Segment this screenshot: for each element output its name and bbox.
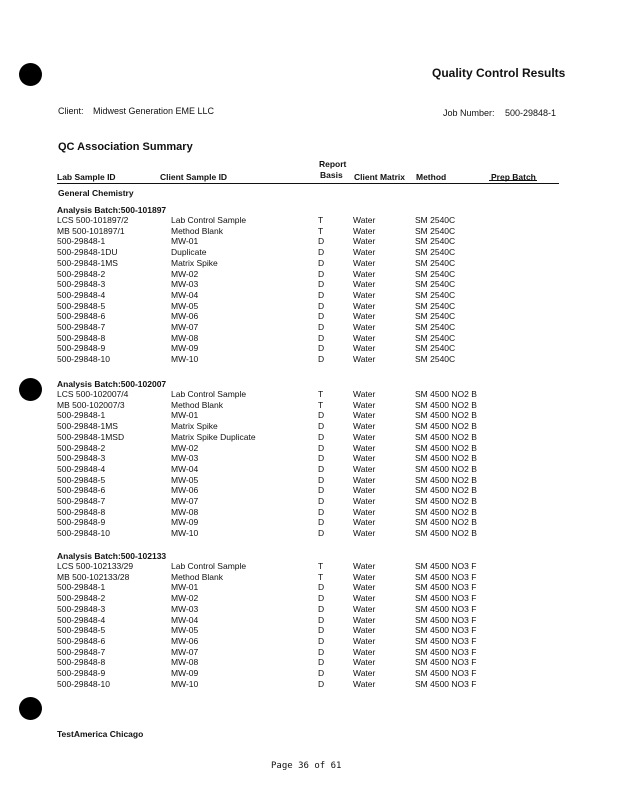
report-basis: T xyxy=(318,561,324,571)
lab-sample-id: 500-29848-7 xyxy=(57,322,106,332)
method: SM 4500 NO2 B xyxy=(415,431,477,442)
table-row xyxy=(0,679,618,690)
client-matrix: Water xyxy=(353,343,376,354)
client-matrix: Water xyxy=(353,431,376,442)
report-basis: D xyxy=(318,635,325,646)
lab-sample-id: LCS 500-102133/29 xyxy=(57,561,134,571)
client-sample-id: MW-01 xyxy=(171,582,199,593)
table-row xyxy=(0,226,618,237)
method: SM 4500 NO3 F xyxy=(415,646,477,657)
lab-sample-id: 500-29848-5 xyxy=(57,625,106,636)
method: SM 4500 NO3 F xyxy=(415,593,477,604)
client-sample-id: Matrix Spike xyxy=(171,257,218,268)
client-sample-id: MW-03 xyxy=(171,279,199,290)
analysis-batch-text: Analysis Batch:500-102133 xyxy=(57,551,167,561)
lab-sample-id: 500-29848-4 xyxy=(57,614,106,625)
col-header-report: Report xyxy=(319,159,347,169)
method: SM 2540C xyxy=(415,257,456,268)
client-sample-id: Method Blank xyxy=(171,399,223,410)
method: SM 2540C xyxy=(415,279,456,290)
lab-sample-id: 500-29848-9 xyxy=(57,517,106,528)
client-sample-id: Duplicate xyxy=(171,247,207,258)
method: SM 4500 NO2 B xyxy=(415,410,477,421)
table-row xyxy=(0,258,618,269)
method: SM 4500 NO3 F xyxy=(415,635,477,646)
report-basis: D xyxy=(318,646,325,657)
table-row xyxy=(0,593,618,604)
client-matrix: Water xyxy=(353,311,376,322)
method: SM 4500 NO3 F xyxy=(415,668,477,678)
client-sample-id: MW-04 xyxy=(171,289,199,300)
table-row xyxy=(0,290,618,301)
client-matrix: Water xyxy=(353,678,376,689)
lab-sample-id: 500-29848-3 xyxy=(57,603,106,614)
method: SM 4500 NO2 B xyxy=(415,442,477,453)
client-sample-id: MW-07 xyxy=(171,322,199,332)
report-basis: D xyxy=(318,603,325,614)
table-row xyxy=(0,517,618,528)
punch-hole-top xyxy=(19,63,42,86)
client-sample-id: Method Blank xyxy=(171,225,223,236)
client-sample-id: MW-06 xyxy=(171,635,199,646)
category-label: General Chemistry xyxy=(58,188,134,198)
client-matrix: Water xyxy=(353,614,376,625)
lab-sample-id: 500-29848-6 xyxy=(57,635,106,646)
table-row xyxy=(0,485,618,496)
method: SM 2540C xyxy=(415,225,456,236)
client-matrix: Water xyxy=(353,603,376,614)
lab-sample-id: 500-29848-5 xyxy=(57,300,106,311)
client-matrix: Water xyxy=(353,635,376,646)
report-basis: D xyxy=(318,463,325,474)
table-row xyxy=(0,453,618,464)
table-row xyxy=(0,475,618,486)
method: SM 4500 NO2 B xyxy=(415,463,477,474)
header-rule xyxy=(57,183,559,184)
method: SM 2540C xyxy=(415,311,456,322)
client-sample-id: MW-03 xyxy=(171,603,199,614)
lab-sample-id: LCS 500-101897/2 xyxy=(57,215,129,225)
client-matrix: Water xyxy=(353,322,376,332)
report-basis: D xyxy=(318,247,325,258)
client-matrix: Water xyxy=(353,300,376,311)
client-matrix: Water xyxy=(353,571,376,582)
method: SM 2540C xyxy=(415,343,456,354)
client-sample-id: MW-03 xyxy=(171,453,199,464)
report-basis: D xyxy=(318,268,325,279)
report-basis: D xyxy=(318,517,325,528)
lab-name: TestAmerica Chicago xyxy=(57,729,144,739)
report-basis: D xyxy=(318,453,325,464)
client-sample-id: MW-05 xyxy=(171,300,199,311)
client-matrix: Water xyxy=(353,354,376,365)
lab-sample-id: 500-29848-1 xyxy=(57,236,106,247)
client-matrix: Water xyxy=(353,257,376,268)
client-matrix: Water xyxy=(353,268,376,279)
client-matrix: Water xyxy=(353,279,376,290)
table-row xyxy=(0,507,618,518)
client-matrix: Water xyxy=(353,332,376,343)
lab-sample-id: MB 500-102007/3 xyxy=(57,399,125,410)
method: SM 2540C xyxy=(415,354,456,365)
method: SM 2540C xyxy=(415,247,456,258)
method: SM 4500 NO2 B xyxy=(415,399,477,410)
client-matrix: Water xyxy=(353,668,376,678)
client-sample-id: MW-09 xyxy=(171,343,199,354)
client-matrix: Water xyxy=(353,582,376,593)
table-row xyxy=(0,421,618,432)
lab-sample-id: MB 500-102133/28 xyxy=(57,571,130,582)
client-matrix: Water xyxy=(353,657,376,668)
job-number: 500-29848-1 xyxy=(505,108,557,118)
client-matrix: Water xyxy=(353,625,376,636)
lab-sample-id: 500-29848-9 xyxy=(57,343,106,354)
lab-sample-id: 500-29848-7 xyxy=(57,646,106,657)
client-matrix: Water xyxy=(353,215,376,225)
method: SM 4500 NO2 B xyxy=(415,421,477,432)
col-header-method: Method xyxy=(416,172,447,182)
lab-sample-id: 500-29848-1MS xyxy=(57,421,118,432)
client-matrix: Water xyxy=(353,410,376,421)
lab-sample-id: 500-29848-1MS xyxy=(57,257,118,268)
client-sample-id: MW-04 xyxy=(171,614,199,625)
client-sample-id: Lab Control Sample xyxy=(171,215,247,225)
prep-batch-underline xyxy=(489,180,537,181)
client-sample-id: Matrix Spike Duplicate xyxy=(171,431,256,442)
col-header-prep-batch: Prep Batch xyxy=(491,172,536,182)
lab-sample-id: 500-29848-1DU xyxy=(57,247,118,258)
method: SM 4500 NO3 F xyxy=(415,625,477,636)
table-row xyxy=(0,604,618,615)
method: SM 4500 NO2 B xyxy=(415,474,477,485)
client-matrix: Water xyxy=(353,421,376,432)
report-basis: D xyxy=(318,528,325,539)
report-basis: D xyxy=(318,279,325,290)
report-basis: T xyxy=(318,571,324,582)
col-header-client-sample-id: Client Sample ID xyxy=(160,172,228,182)
client-sample-id: Lab Control Sample xyxy=(171,561,247,571)
lab-sample-id: 500-29848-1 xyxy=(57,410,106,421)
client-sample-id: MW-08 xyxy=(171,506,199,517)
client-matrix: Water xyxy=(353,247,376,258)
client-matrix: Water xyxy=(353,463,376,474)
table-row xyxy=(0,561,618,572)
report-basis: D xyxy=(318,343,325,354)
client-matrix: Water xyxy=(353,561,376,571)
method: SM 2540C xyxy=(415,322,456,332)
lab-sample-id: LCS 500-102007/4 xyxy=(57,389,129,399)
client-sample-id: MW-08 xyxy=(171,657,199,668)
report-basis: D xyxy=(318,496,325,506)
table-row xyxy=(0,301,618,312)
table-row xyxy=(0,443,618,454)
report-basis: T xyxy=(318,389,324,399)
lab-sample-id: 500-29848-8 xyxy=(57,506,106,517)
client-sample-id: MW-06 xyxy=(171,311,199,322)
client-sample-id: Lab Control Sample xyxy=(171,389,247,399)
table-row xyxy=(0,343,618,354)
client-matrix: Water xyxy=(353,517,376,528)
table-row xyxy=(0,636,618,647)
table-row xyxy=(0,247,618,258)
client-matrix: Water xyxy=(353,474,376,485)
report-basis: D xyxy=(318,311,325,322)
method: SM 4500 NO3 F xyxy=(415,678,477,689)
report-basis: D xyxy=(318,657,325,668)
client-sample-id: MW-10 xyxy=(171,528,199,539)
client-sample-id: MW-01 xyxy=(171,236,199,247)
report-basis: D xyxy=(318,442,325,453)
analysis-batch-text: Analysis Batch:500-102007 xyxy=(57,379,167,389)
report-basis: D xyxy=(318,300,325,311)
report-basis: T xyxy=(318,225,324,236)
report-basis: D xyxy=(318,332,325,343)
report-basis: T xyxy=(318,399,324,410)
report-basis: D xyxy=(318,678,325,689)
table-row xyxy=(0,657,618,668)
table-row xyxy=(0,496,618,507)
method: SM 2540C xyxy=(415,332,456,343)
lab-sample-id: 500-29848-1MSD xyxy=(57,431,125,442)
table-row xyxy=(0,389,618,400)
client-sample-id: MW-02 xyxy=(171,593,199,604)
client-matrix: Water xyxy=(353,399,376,410)
lab-sample-id: 500-29848-2 xyxy=(57,442,106,453)
table-row xyxy=(0,464,618,475)
client-matrix: Water xyxy=(353,453,376,464)
lab-sample-id: 500-29848-7 xyxy=(57,496,106,506)
method: SM 4500 NO2 B xyxy=(415,496,477,506)
client-sample-id: Method Blank xyxy=(171,571,223,582)
report-basis: D xyxy=(318,257,325,268)
report-basis: D xyxy=(318,485,325,496)
client-sample-id: MW-01 xyxy=(171,410,199,421)
client-sample-id: MW-04 xyxy=(171,463,199,474)
lab-sample-id: 500-29848-3 xyxy=(57,279,106,290)
client-matrix: Water xyxy=(353,593,376,604)
method: SM 4500 NO3 F xyxy=(415,561,477,571)
lab-sample-id: 500-29848-8 xyxy=(57,332,106,343)
report-title: Quality Control Results xyxy=(432,66,566,80)
lab-sample-id: 500-29848-9 xyxy=(57,668,106,678)
lab-sample-id: 500-29848-4 xyxy=(57,463,106,474)
report-basis: D xyxy=(318,236,325,247)
client-sample-id: MW-08 xyxy=(171,332,199,343)
analysis-batch-text: Analysis Batch:500-101897 xyxy=(57,205,167,215)
client-sample-id: MW-02 xyxy=(171,442,199,453)
report-basis: D xyxy=(318,625,325,636)
client-matrix: Water xyxy=(353,225,376,236)
table-row xyxy=(0,528,618,539)
report-basis: D xyxy=(318,431,325,442)
client-sample-id: MW-06 xyxy=(171,485,199,496)
table-row xyxy=(0,333,618,344)
table-row xyxy=(0,322,618,333)
col-header-lab-sample-id: Lab Sample ID xyxy=(57,172,116,182)
client-matrix: Water xyxy=(353,442,376,453)
method: SM 2540C xyxy=(415,289,456,300)
report-basis: T xyxy=(318,215,324,225)
client-sample-id: MW-09 xyxy=(171,517,199,528)
job-number-label: Job Number: xyxy=(443,108,495,118)
method: SM 4500 NO2 B xyxy=(415,517,477,528)
col-header-basis: Basis xyxy=(320,170,343,180)
report-basis: D xyxy=(318,582,325,593)
method: SM 4500 NO2 B xyxy=(415,528,477,539)
method: SM 2540C xyxy=(415,268,456,279)
table-row xyxy=(0,400,618,411)
lab-sample-id: MB 500-101897/1 xyxy=(57,225,125,236)
report-basis: D xyxy=(318,668,325,678)
table-row xyxy=(0,582,618,593)
report-basis: D xyxy=(318,289,325,300)
punch-hole-bottom xyxy=(19,697,42,720)
client-sample-id: MW-02 xyxy=(171,268,199,279)
client-matrix: Water xyxy=(353,236,376,247)
method: SM 4500 NO3 F xyxy=(415,603,477,614)
method: SM 4500 NO2 B xyxy=(415,485,477,496)
client-sample-id: MW-07 xyxy=(171,646,199,657)
lab-sample-id: 500-29848-6 xyxy=(57,485,106,496)
lab-sample-id: 500-29848-6 xyxy=(57,311,106,322)
method: SM 4500 NO2 B xyxy=(415,453,477,464)
client-sample-id: Matrix Spike xyxy=(171,421,218,432)
lab-sample-id: 500-29848-8 xyxy=(57,657,106,668)
table-row xyxy=(0,410,618,421)
section-title: QC Association Summary xyxy=(58,141,193,153)
lab-sample-id: 500-29848-10 xyxy=(57,528,110,539)
method: SM 4500 NO3 F xyxy=(415,582,477,593)
table-row xyxy=(0,625,618,636)
method: SM 4500 NO3 F xyxy=(415,571,477,582)
report-basis: D xyxy=(318,593,325,604)
lab-sample-id: 500-29848-2 xyxy=(57,593,106,604)
lab-sample-id: 500-29848-4 xyxy=(57,289,106,300)
lab-sample-id: 500-29848-1 xyxy=(57,582,106,593)
method: SM 4500 NO2 B xyxy=(415,506,477,517)
lab-sample-id: 500-29848-3 xyxy=(57,453,106,464)
client-matrix: Water xyxy=(353,389,376,399)
method: SM 2540C xyxy=(415,300,456,311)
table-row xyxy=(0,354,618,365)
table-row xyxy=(0,572,618,583)
client-matrix: Water xyxy=(353,289,376,300)
method: SM 4500 NO2 B xyxy=(415,389,477,399)
client-sample-id: MW-10 xyxy=(171,678,199,689)
client-sample-id: MW-07 xyxy=(171,496,199,506)
table-row xyxy=(0,279,618,290)
report-basis: D xyxy=(318,506,325,517)
col-header-client-matrix: Client Matrix xyxy=(354,172,406,182)
table-row xyxy=(0,432,618,443)
client-matrix: Water xyxy=(353,506,376,517)
lab-sample-id: 500-29848-10 xyxy=(57,678,110,689)
client-matrix: Water xyxy=(353,528,376,539)
client-matrix: Water xyxy=(353,646,376,657)
method: SM 4500 NO3 F xyxy=(415,614,477,625)
report-basis: D xyxy=(318,354,325,365)
report-basis: D xyxy=(318,614,325,625)
client-matrix: Water xyxy=(353,485,376,496)
table-row xyxy=(0,269,618,280)
table-row xyxy=(0,236,618,247)
lab-sample-id: 500-29848-5 xyxy=(57,474,106,485)
client-label: Client: xyxy=(58,106,84,116)
table-row xyxy=(0,311,618,322)
client-sample-id: MW-05 xyxy=(171,474,199,485)
report-basis: D xyxy=(318,410,325,421)
table-row xyxy=(0,215,618,226)
method: SM 2540C xyxy=(415,215,456,225)
client-sample-id: MW-10 xyxy=(171,354,199,365)
method: SM 2540C xyxy=(415,236,456,247)
client-sample-id: MW-05 xyxy=(171,625,199,636)
client-name: Midwest Generation EME LLC xyxy=(93,106,215,116)
report-basis: D xyxy=(318,474,325,485)
report-basis: D xyxy=(318,322,325,332)
client-matrix: Water xyxy=(353,496,376,506)
table-row xyxy=(0,615,618,626)
table-row xyxy=(0,668,618,679)
client-sample-id: MW-09 xyxy=(171,668,199,678)
page-number: Page 36 of 61 xyxy=(271,761,342,771)
method: SM 4500 NO3 F xyxy=(415,657,477,668)
lab-sample-id: 500-29848-2 xyxy=(57,268,106,279)
table-row xyxy=(0,647,618,658)
lab-sample-id: 500-29848-10 xyxy=(57,354,110,365)
report-basis: D xyxy=(318,421,325,432)
